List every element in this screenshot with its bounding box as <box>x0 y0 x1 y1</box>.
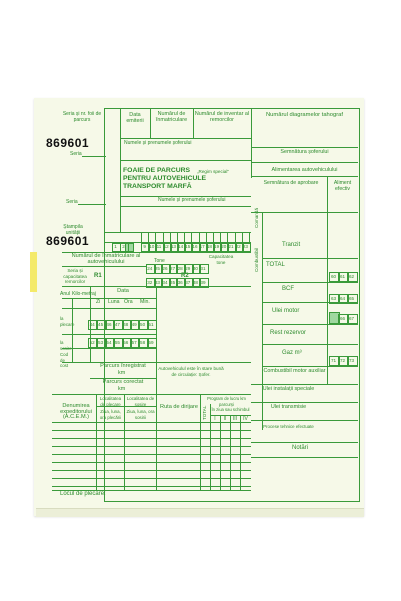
zi-label: Zi <box>96 299 101 305</box>
grid-cell-number: 32 <box>147 280 153 285</box>
grid-cell-number: 50 <box>140 322 146 327</box>
in-ziua-schimbul-label: În ziua sau schimbul <box>211 407 250 412</box>
fuel-num-62: 62 <box>348 274 355 279</box>
grid-cell-number: 25 <box>154 266 160 271</box>
grid-cell-number: 26 <box>162 266 168 271</box>
min-label: Min. <box>140 299 150 305</box>
grid-cell-number: 18 <box>206 244 212 249</box>
grid-cell-number: 9 <box>143 244 146 249</box>
grid-cell-number: 31 <box>200 266 206 271</box>
grid-cell-number: 36 <box>177 280 183 285</box>
grid-cell-number: 24 <box>147 266 153 271</box>
rest-rezervor-label: Rest rezervor <box>270 330 307 336</box>
semnatura-sofer-label: Semnătura șoferului <box>280 149 329 155</box>
grid-cell-number: 22 <box>235 244 241 249</box>
grid-cell-number: 34 <box>162 280 168 285</box>
combustibil-vertical-label: Combustibil <box>254 248 259 272</box>
stampila-label: Ștampila unității <box>63 224 83 236</box>
cod-cost-label: Cod de cost <box>60 352 69 368</box>
localitatea-sosire-label: Localitatea de sosire <box>126 396 155 407</box>
grid-cell-number: 37 <box>185 280 191 285</box>
km-label-2: km <box>118 386 126 392</box>
total-label-fuel: TOTAL <box>266 262 285 268</box>
nume-sofer-label-header: Numele și prenumele șoferului <box>124 140 192 146</box>
grid-cell-number: 58 <box>140 340 146 345</box>
nr-inmatriculare-label: Numărul de înmatriculare <box>155 111 188 123</box>
grid-cell-number: 11 <box>156 244 162 249</box>
grid-cell-number: 33 <box>154 280 160 285</box>
locul-plecare-label: Locul de plecare: <box>60 491 106 497</box>
grid-cell-number: 15 <box>185 244 191 249</box>
localitatea-plecare-label: Localitatea de plecare <box>99 396 122 407</box>
parcurs-corectat-label: Parcurs corectat <box>102 379 144 385</box>
notari-label: Notări <box>292 445 309 451</box>
grid-cell-number: 2 <box>122 244 125 249</box>
procese-tehnice-label: Procese tehnice efectuate <box>263 424 314 429</box>
fuel-num-72: 72 <box>339 358 346 363</box>
gaz-label: Gaz m³ <box>282 350 302 356</box>
grid-cell-number: 23 <box>242 244 248 249</box>
fuel-num-65: 65 <box>348 296 355 301</box>
fuel-num-64: 64 <box>339 296 346 301</box>
r1-label: R1 <box>94 273 102 279</box>
grid-cell-number: 13 <box>170 244 176 249</box>
r2-label: R2 <box>181 273 189 279</box>
bcf-label: BCF <box>282 286 294 292</box>
grid-cell-number: 16 <box>192 244 198 249</box>
comanda-label: Comandă <box>254 208 259 228</box>
tranzit-label: Tranzit <box>282 242 301 248</box>
grid-cell-number: 28 <box>177 266 183 271</box>
grid-cell-number: 17 <box>199 244 205 249</box>
yellow-marker <box>30 252 37 292</box>
nr-inmatriculare-auto-label: Numărul de înmatriculare al autovehiculului <box>71 253 141 265</box>
grid-cell-number: 48 <box>123 322 129 327</box>
grid-cell-number: 27 <box>170 266 176 271</box>
fuel-num-67: 67 <box>348 316 355 321</box>
grid-cell-number: 45 <box>98 322 104 327</box>
grid-cell-number: 52 <box>89 340 95 345</box>
grid-cell-number: 51 <box>148 322 154 327</box>
seria-capacitatea-label: Seria și capacitatea remorcilor <box>63 268 87 284</box>
grid-cell-number: 38 <box>192 280 198 285</box>
grid-cell-number: 12 <box>163 244 169 249</box>
la-plecare-label: la plecare <box>60 316 75 327</box>
grid-cell-number: 19 <box>214 244 220 249</box>
grid-cell-number: 57 <box>131 340 137 345</box>
fuel-num-71: 71 <box>330 358 337 363</box>
ziua-ora-sosire-label: Ziua, luna, ora sosirii <box>126 409 155 420</box>
ziua-ora-plecare-label: Ziua, luna, ora plecării <box>99 409 122 420</box>
grid-cell-number: 53 <box>98 340 104 345</box>
nume-sofer-label-title: Numele și prenumele șoferului <box>158 197 226 203</box>
kilometraj-label: Kilo-metraj <box>72 291 96 297</box>
fuel-num-60: 60 <box>330 274 337 279</box>
grid-cell-number: 59 <box>148 340 154 345</box>
fuel-num-73: 73 <box>348 358 355 363</box>
serie-nr-foi-label: Seria și nr. foii de parcurs <box>62 111 102 123</box>
ulei-instalatii-label: Ulei instalații speciale <box>262 386 315 392</box>
grid-cell-number: 56 <box>123 340 129 345</box>
total-vertical-label: TOTAL <box>202 405 207 420</box>
serial-number-bottom: 869601 <box>46 234 90 248</box>
denumirea-expeditor-label: Denumirea expeditorului (A.C.E.M.) <box>60 403 92 420</box>
grid-cell-number: 35 <box>170 280 176 285</box>
grid-cell-number: 44 <box>89 322 95 327</box>
nr-diagrame-tahograf-label: Numărul diagramelor tahograf <box>265 112 343 118</box>
fuel-num-61: 61 <box>339 274 346 279</box>
fuel-num-63: 63 <box>330 296 337 301</box>
ruta-dirijare-label: Ruta de dirijare <box>160 404 198 410</box>
alimentare-label: Alimentarea autovehiculului <box>271 167 338 173</box>
grid-cell-number: 1 <box>114 244 117 249</box>
autovehicul-stare-label: Autovehiculul este în stare bună de circulație: Șofer. <box>158 366 224 377</box>
tone-label: Tone <box>154 258 165 264</box>
ulei-motor-label: Ulei motor <box>272 308 300 314</box>
ulei-transmisie-label: Ulei transmisie <box>270 404 307 410</box>
regim-special-label: „Regim special" <box>197 169 230 174</box>
data-emiterii-label: Data emiterii <box>126 112 144 124</box>
km-label-1: km <box>118 370 126 376</box>
nr-inventar-remorci-label: Numărul de inventar al remorcilor <box>194 111 250 123</box>
ora-label: Ora <box>124 299 133 305</box>
fuel-num-66: 66 <box>339 316 346 321</box>
anul-label: Anul <box>60 291 71 297</box>
grid-cell-number: 55 <box>114 340 120 345</box>
grid-cell-number: 30 <box>192 266 198 271</box>
grid-cell-number: 46 <box>106 322 112 327</box>
grid-cell-number: 10 <box>149 244 155 249</box>
grid-cell-number: 39 <box>200 280 206 285</box>
shift-iii-label: III <box>232 416 238 422</box>
seria-label-top: Seria <box>70 151 82 157</box>
grid-cell-number: 14 <box>178 244 184 249</box>
shift-iv-label: IV <box>243 416 248 422</box>
form-title-line3: TRANSPORT MARFĂ <box>123 183 192 190</box>
combustibil-auxiliar-label: Combustibil motor auxiliar <box>263 368 326 374</box>
grid-cell-number: 20 <box>221 244 227 249</box>
program-lucru-label: Program de lucru km parcurși <box>207 396 246 407</box>
seria-label-mid: Seria <box>66 199 78 205</box>
serial-number-top: 869601 <box>46 136 90 150</box>
pad-edge <box>36 508 364 517</box>
grid-cell-number: 47 <box>114 322 120 327</box>
parcurs-inregistrat-label: Parcurs înregistrat <box>100 363 146 369</box>
aliment-efectiv-label: Aliment efectiv <box>333 180 352 192</box>
grid-cell-number: 54 <box>106 340 112 345</box>
grid-cell-number: 49 <box>131 322 137 327</box>
grid-cell-number: 21 <box>228 244 234 249</box>
shift-i-label: I <box>214 416 216 422</box>
semnatura-aprobare-label: Semnătura de aprobare <box>263 180 319 186</box>
grid-cell-number: 29 <box>185 266 191 271</box>
luna-label: Luna <box>108 299 120 305</box>
shift-ii-label: II <box>223 416 227 422</box>
capacitatea-tone-label: Capacitatea tone <box>208 254 234 265</box>
form-title-line2: PENTRU AUTOVEHICULE <box>123 175 207 182</box>
form-title-line1: FOAIE DE PARCURS <box>123 167 191 174</box>
data-label: Data <box>117 288 129 294</box>
la-sosire-label: la sosire <box>60 340 72 351</box>
